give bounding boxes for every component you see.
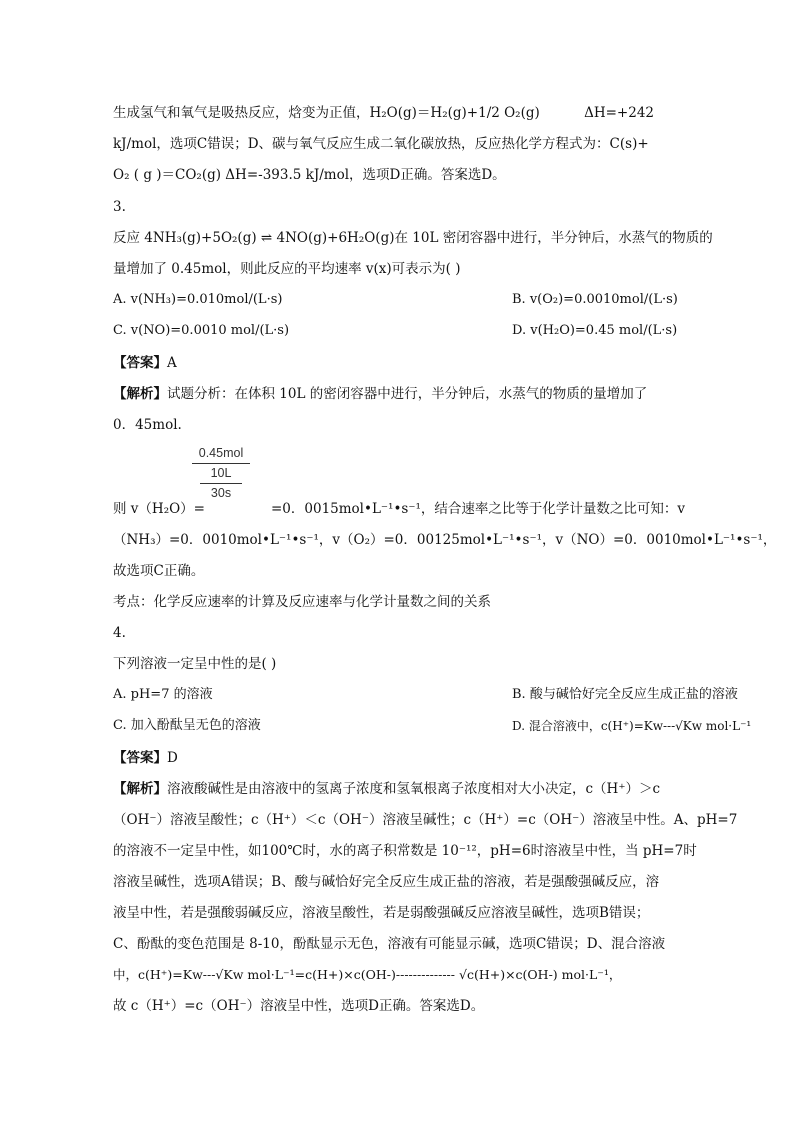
- answer-tag: 【答案】: [113, 355, 167, 371]
- q3-stem-line-1: 反应 4NH₃(g)+5O₂(g) ⇌ 4NO(g)+6H₂O(g)在 10L 密闭容器中进行，半分钟后，水蒸气的物质的: [113, 230, 713, 246]
- q4-answer: [113, 749, 178, 767]
- delta-h-value: ΔH=+242: [584, 105, 654, 121]
- q4-option-a: A. pH=7 的溶液: [113, 687, 213, 702]
- q4-stem: 下列溶液一定呈中性的是( ): [113, 656, 277, 672]
- fraction-numerator: 0.45mol: [198, 446, 244, 460]
- analysis-tag: 【解析】: [113, 781, 167, 797]
- q3-option-a: A. v(NH₃)=0.010mol/(L·s): [113, 292, 283, 307]
- q3-analysis-line-5: 故选项C正确。: [113, 563, 205, 579]
- q3-analysis-line-3: 则 v（H₂O）= =0．0015mol•L⁻¹•s⁻¹，结合速率之比等于化学计量数之比可知：v: [113, 501, 686, 517]
- q4-analysis-line-8: 故 c（H⁺）=c（OH⁻）溶液呈中性，选项D正确。答案选D。: [113, 998, 485, 1014]
- q4-option-b: B. 酸与碱恰好完全反应生成正盐的溶液: [512, 687, 738, 702]
- q3-option-d: D. v(H₂O)=0.45 mol/(L·s): [512, 323, 678, 338]
- answer-value: D: [167, 750, 178, 766]
- answer-tag: 【答案】: [113, 750, 167, 766]
- q3-analysis-line-2: 0．45mol.: [113, 417, 182, 433]
- question-number-3: 3.: [113, 199, 126, 215]
- q3-option-b: B. v(O₂)=0.0010mol/(L·s): [512, 292, 678, 307]
- answer-value: A: [167, 355, 177, 371]
- intro-line-2: kJ/mol，选项C错误；D、碳与氧气反应生成二氧化碳放热，反应热化学方程式为：C(s)+: [113, 136, 649, 152]
- intro-line-1: 生成氢气和氧气是吸热反应，焓变为正值，H₂O(g)＝H₂(g)+1/2 O₂(g) ΔH=+242: [113, 105, 654, 121]
- rate-fraction: [190, 444, 252, 503]
- fraction-denominator: 30s: [210, 486, 232, 500]
- q3-answer: [113, 354, 177, 372]
- q4-analysis-line-6: C、酚酞的变色范围是 8-10，酚酞显示无色，溶液有可能显示碱，选项C错误；D、混合溶液: [113, 936, 666, 952]
- q4-analysis-line-4: 溶液呈碱性，选项A错误；B、酸与碱恰好完全反应生成正盐的溶液，若是强酸强碱反应，溶: [113, 874, 660, 890]
- q4-analysis-line-1: 【解析】溶液酸碱性是由溶液中的氢离子浓度和氢氧根离子浓度相对大小决定，c（H⁺）＞c: [113, 781, 661, 797]
- analysis-tag: 【解析】: [113, 386, 167, 402]
- q3-kaodian: 考点：化学反应速率的计算及反应速率与化学计量数之间的关系: [113, 594, 491, 610]
- q4-analysis-line-3: 的溶液不一定呈中性，如100℃时，水的离子积常数是 10⁻¹²，pH=6时溶液呈中性，当 pH=7时: [113, 843, 697, 859]
- q4-analysis-line-5: 液呈中性，若是强酸弱碱反应，溶液呈酸性，若是弱酸强碱反应溶液呈碱性，选项B错误；: [113, 905, 650, 921]
- intro-line-3: O₂ ( g )＝CO₂(g) ΔH=-393.5 kJ/mol，选项D正确。答案选D。: [113, 167, 506, 183]
- q3-option-c: C. v(NO)=0.0010 mol/(L·s): [113, 323, 290, 338]
- q3-analysis-line-4: （NH₃）=0．0010mol•L⁻¹•s⁻¹，v（O₂）=0．00125mol•L⁻¹•s⁻¹，v（NO）=0．0010mol•L⁻¹•s⁻¹，: [113, 532, 777, 548]
- fraction-mid: 10L: [210, 466, 232, 480]
- q4-option-d: D. 混合溶液中，c(H⁺)=Kw---√Kw mol·L⁻¹: [512, 719, 752, 733]
- q4-analysis-line-7: 中，c(H⁺)=Kw---√Kw mol·L⁻¹=c(H+)×c(OH-)-------------- √c(H+)×c(OH-) mol·L⁻¹，: [113, 967, 622, 982]
- q3-stem-line-2: 量增加了 0.45mol，则此反应的平均速率 v(x)可表示为( ): [113, 261, 461, 277]
- q4-analysis-line-2: （OH⁻）溶液呈酸性；c（H⁺）＜c（OH⁻）溶液呈碱性；c（H⁺）=c（OH⁻）溶液呈中性。A、pH=7: [113, 812, 738, 828]
- question-number-4: 4.: [113, 625, 126, 641]
- q3-analysis-line-1: 【解析】试题分析：在体积 10L 的密闭容器中进行，半分钟后，水蒸气的物质的量增加了: [113, 386, 648, 402]
- q4-option-c: C. 加入酚酞呈无色的溶液: [113, 718, 261, 733]
